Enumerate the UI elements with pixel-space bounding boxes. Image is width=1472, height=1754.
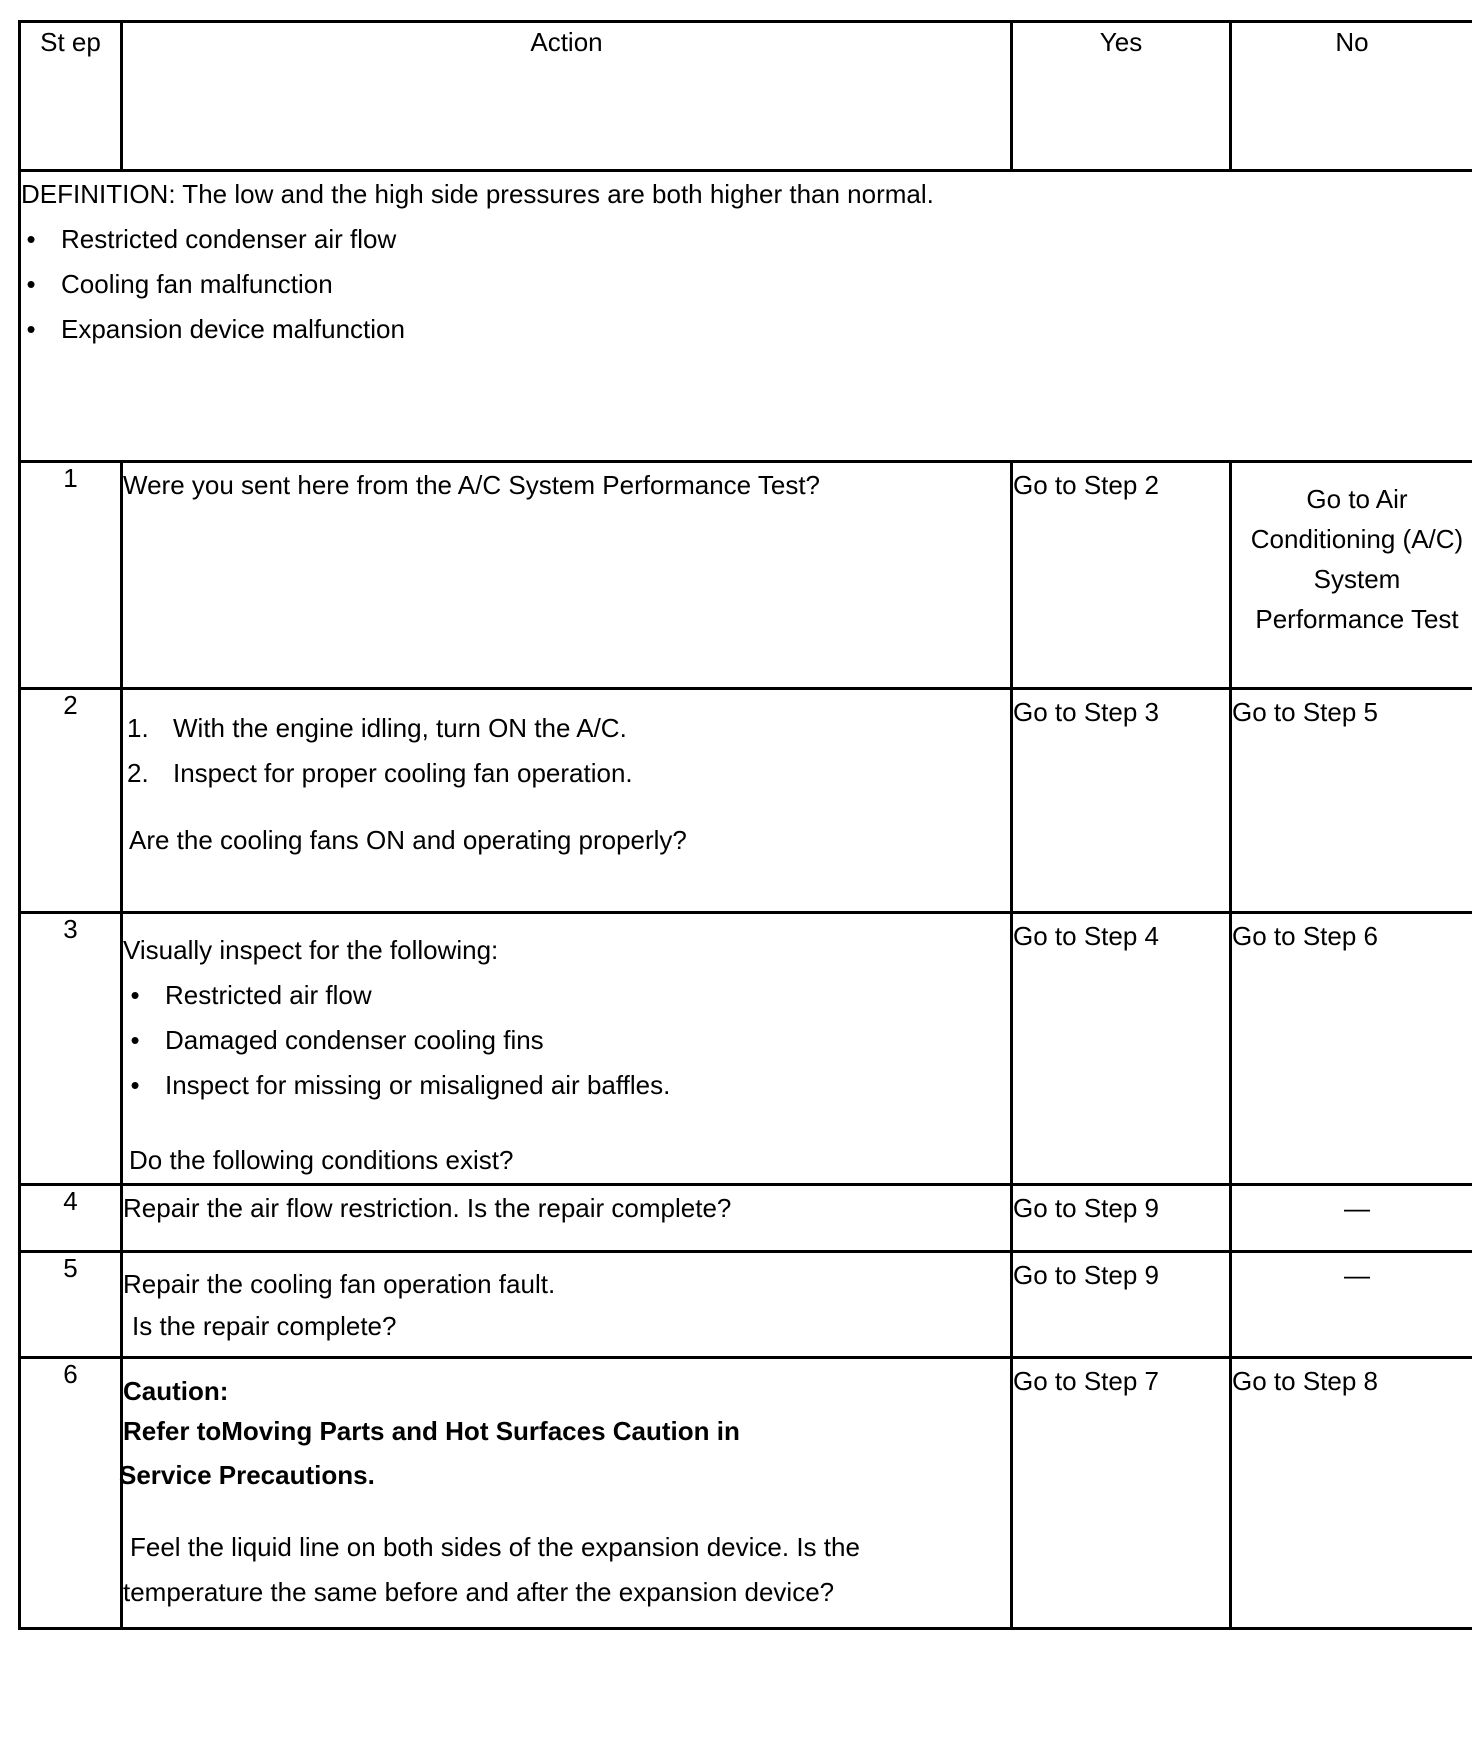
step-action (122, 689, 1012, 913)
step-number: 3 (20, 913, 122, 1185)
no-result: — (1231, 1252, 1472, 1358)
table-row (20, 689, 1472, 913)
list-item: • Expansion device malfunction (21, 307, 1472, 352)
list-item: • Inspect for missing or misaligned air baffles. (125, 1063, 1010, 1108)
no-result: Go to Step 8 (1231, 1358, 1472, 1629)
step-action: Were you sent here from the A/C System Performance Test? (122, 462, 1012, 689)
definition-text: DEFINITION: The low and the high side pressures are both higher than normal. (21, 179, 934, 209)
header-no: No (1231, 22, 1472, 171)
step-number: 5 (20, 1252, 122, 1358)
table-row (20, 913, 1472, 1185)
step-number: 2 (20, 689, 122, 913)
step-action-line: Feel the liquid line on both sides of the expansion device. Is the (130, 1532, 860, 1562)
no-result: Go to Step 6 (1231, 913, 1472, 1185)
step-action: Repair the air flow restriction. Is the repair complete? (122, 1185, 1012, 1252)
yes-result: Go to Step 7 (1012, 1358, 1231, 1629)
step-action (122, 1252, 1012, 1358)
header-action: Action (122, 22, 1012, 171)
list-item: 1. With the engine idling, turn ON the A/C. (127, 713, 627, 743)
yes-result: Go to Step 9 (1012, 1185, 1231, 1252)
definition-cell (20, 171, 1472, 462)
table-row (20, 1252, 1472, 1358)
step-number: 4 (20, 1185, 122, 1252)
step-action-list (123, 706, 1010, 796)
yes-result: Go to Step 9 (1012, 1252, 1231, 1358)
step-question: Are the cooling fans ON and operating properly? (129, 825, 687, 855)
no-result: Go to Step 5 (1231, 689, 1472, 913)
list-item: 2. Inspect for proper cooling fan operation. (127, 758, 633, 788)
yes-result: Go to Step 2 (1012, 462, 1231, 689)
step-number: 1 (20, 462, 122, 689)
diagnostic-table (18, 20, 1472, 1630)
step-number: 6 (20, 1358, 122, 1629)
table-header-row (20, 22, 1472, 171)
yes-result: Go to Step 4 (1012, 913, 1231, 1185)
list-item: • Cooling fan malfunction (21, 262, 1472, 307)
step-action (119, 1358, 1012, 1629)
list-item: • Restricted condenser air flow (21, 217, 1472, 262)
caution-text: Refer toMoving Parts and Hot Surfaces Caution in (123, 1416, 740, 1446)
list-item: • Damaged condenser cooling fins (125, 1018, 1010, 1063)
no-result: — (1231, 1185, 1472, 1252)
header-step-label: St ep (40, 27, 101, 57)
header-step (20, 22, 122, 171)
definition-bullet-list (21, 217, 1472, 352)
definition-row (20, 171, 1472, 462)
no-result: Go to Air Conditioning (A/C) System Performance Test (1231, 462, 1472, 689)
step-question: temperature the same before and after the expansion device? (123, 1577, 835, 1607)
table-row (20, 462, 1472, 689)
step-question: Is the repair complete? (132, 1311, 397, 1341)
step-intro: Visually inspect for the following: (123, 935, 499, 965)
yes-result: Go to Step 3 (1012, 689, 1231, 913)
table-row (20, 1185, 1472, 1252)
step-action (122, 913, 1012, 1185)
list-item: • Restricted air flow (125, 973, 1010, 1018)
caution-text: Service Precautions. (119, 1460, 375, 1490)
step-action-line: Repair the cooling fan operation fault. (123, 1269, 556, 1299)
table-row (20, 1358, 1472, 1629)
step-bullet-list (123, 973, 1010, 1108)
step-question: Do the following conditions exist? (129, 1145, 514, 1175)
header-yes: Yes (1012, 22, 1231, 171)
caution-label: Caution: (123, 1376, 229, 1406)
